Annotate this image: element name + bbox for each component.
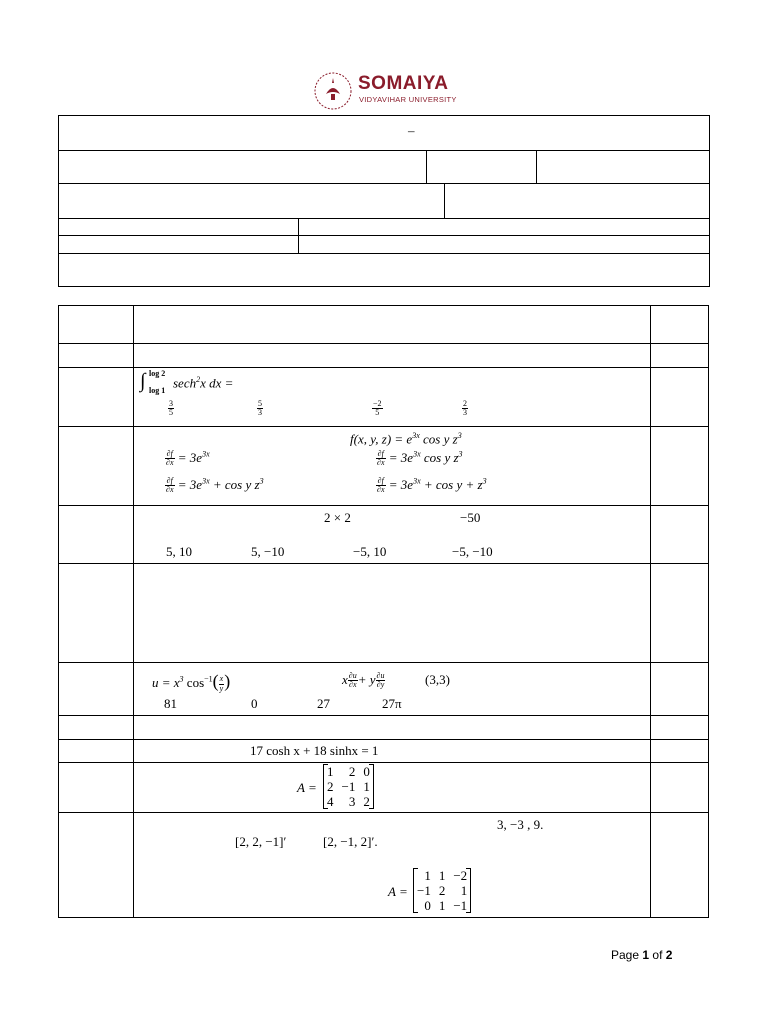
option-c: $\frac{\partial f}{\partial x}$ = $3e^{3x} + \cos y$ $z^3$ xyxy=(166,476,264,495)
integral-sign: ∫ xyxy=(140,370,146,392)
eigenvector-1: [2, 2, −1]′ xyxy=(235,834,287,849)
option-a: $\frac{3}{5}$ xyxy=(169,399,173,418)
matrix-eigen: 1 1 −2 −1 2 1 0 1 −1 xyxy=(413,868,471,913)
matrix-label: A = xyxy=(297,780,317,795)
header-dash: – xyxy=(408,123,415,138)
page-number: Page 1 of 2 xyxy=(611,948,673,962)
option-a: $\frac{\partial f}{\partial x}$ = $3e^{3x}$ xyxy=(166,449,210,468)
option-a: 81 xyxy=(164,696,177,711)
option-c: 27 xyxy=(317,696,330,711)
integral-upper-limit: log 2 xyxy=(149,369,166,378)
eigenvalues: 3, −3 , 9. xyxy=(497,817,544,832)
option-d: $\frac{2}{3}$ xyxy=(463,399,467,418)
euler-expression: x $\frac{\partial u}{\partial x}$ + y $\frac{\partial u}{\partial y}$ xyxy=(342,671,385,690)
integral-lower-limit: log 1 xyxy=(149,386,166,395)
logo-name: SOMAIYA xyxy=(358,73,449,94)
option-b: $\frac{5}{3}$ xyxy=(258,399,262,418)
eigenvector-2: [2, −1, 2]′. xyxy=(323,834,378,849)
questions-table xyxy=(58,305,710,918)
logo-subtitle: VIDYAVIHAR UNIVERSITY xyxy=(359,95,457,104)
option-c: $\frac{-2}{5}$ xyxy=(373,399,382,418)
option-a: 5, 10 xyxy=(166,544,192,559)
function-definition: f(x, y, $z) = e^{3x}$ cos y $z^3$ xyxy=(350,431,462,447)
header-table xyxy=(58,115,710,287)
option-d: $\frac{\partial f}{\partial x}$ = $3e^{3x} + \cos y + z^3$ xyxy=(377,476,487,495)
matrix-value: −50 xyxy=(460,510,481,525)
university-logo xyxy=(312,70,472,110)
integrand: sech$^2$x dx = xyxy=(173,375,234,391)
matrix-label: A = xyxy=(388,884,408,899)
option-c: −5, 10 xyxy=(353,544,387,559)
question-hyperbolic: 17 cosh x + 18 sinhx = 1 xyxy=(250,743,379,758)
option-b: 0 xyxy=(251,696,258,711)
point: (3,3) xyxy=(425,672,450,687)
option-b: $\frac{\partial f}{\partial x}$ = $3e^{3x}$ cos y $z^3$ xyxy=(377,449,463,468)
matrix-size: 2 × 2 xyxy=(324,510,351,525)
option-b: 5, −10 xyxy=(251,544,285,559)
u-definition: $u = x^3$ $\cos^{-1}$( $\frac{x}{y}$ ) xyxy=(152,671,231,693)
matrix-a: 1 2 0 2 −1 1 4 3 2 xyxy=(323,764,374,809)
option-d: −5, −10 xyxy=(452,544,493,559)
seal-icon xyxy=(312,70,354,112)
option-d: 27π xyxy=(382,696,402,711)
